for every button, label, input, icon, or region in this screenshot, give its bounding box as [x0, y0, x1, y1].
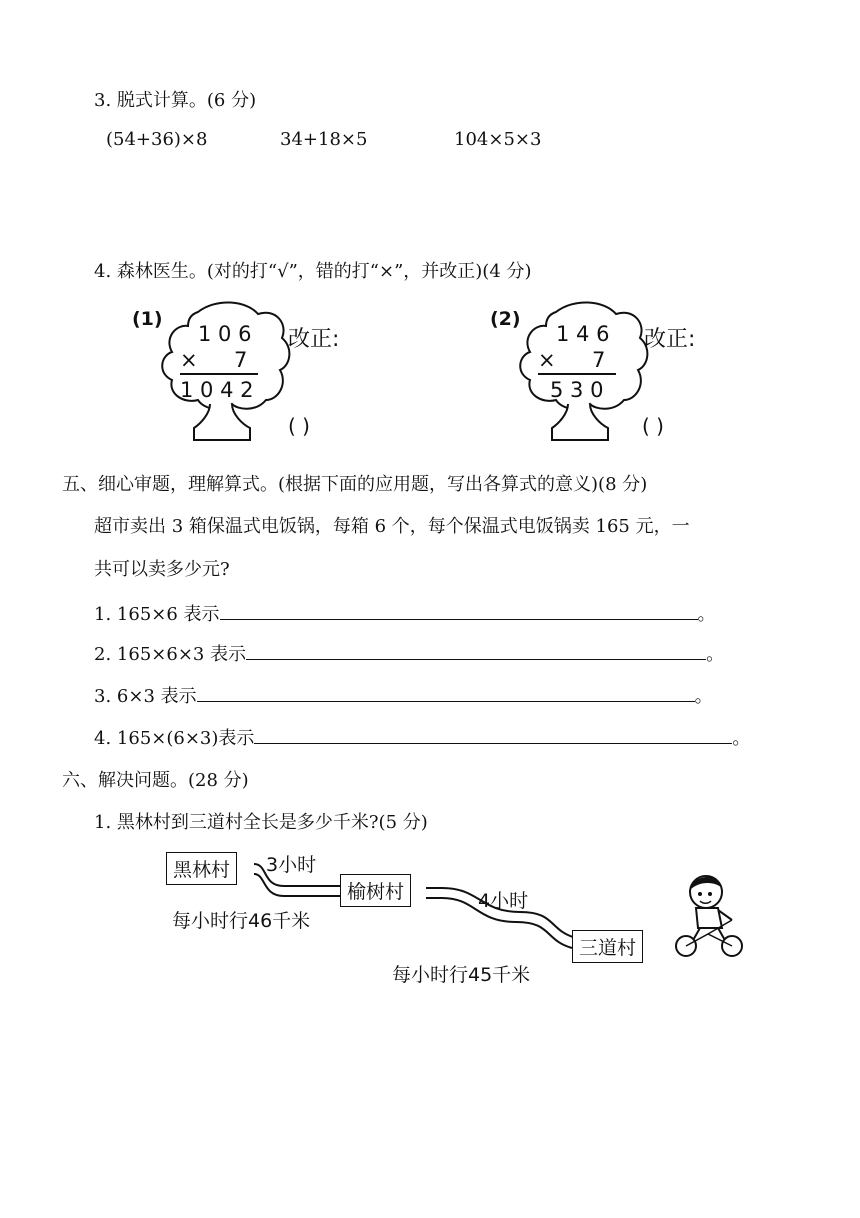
- answer-blank-4[interactable]: [254, 725, 732, 744]
- meaning-row-3: [94, 682, 713, 708]
- tree2-top-number: 1 4 6: [556, 322, 610, 346]
- time-label-2: 4小时: [478, 890, 529, 912]
- tree1-result: 1 0 4 2: [180, 378, 254, 402]
- route-map: [160, 846, 760, 996]
- tree2-result: 5 3 0: [550, 378, 604, 402]
- tree1-top-number: 1 0 6: [198, 322, 252, 346]
- tree2-answer-paren[interactable]: ( ): [642, 414, 664, 438]
- meaning-num: 1.: [94, 604, 112, 625]
- meaning-row-1: [94, 600, 716, 626]
- meaning-end: 。: [732, 728, 751, 749]
- q3-expr-2: 34+18×5: [280, 129, 368, 150]
- tree1-answer-paren[interactable]: ( ): [288, 414, 310, 438]
- tree1-fix-label: 改正:: [288, 327, 340, 352]
- cyclist-boy-icon: [670, 870, 750, 960]
- tree1-multiplier: 7: [234, 348, 248, 372]
- tree-problem-1: [128, 300, 368, 450]
- meaning-end: 。: [706, 644, 725, 665]
- section6-title: 六、解决问题。(28 分): [62, 770, 249, 791]
- meaning-end: 。: [697, 604, 716, 625]
- meaning-end: 。: [694, 686, 713, 707]
- meaning-expr: 6×3 表示: [116, 686, 197, 707]
- village-yushu-box: 榆树村: [340, 874, 411, 907]
- q3-expr-1: (54+36)×8: [106, 129, 208, 150]
- q3-title: 3. 脱式计算。(6 分): [94, 90, 257, 111]
- answer-blank-1[interactable]: [220, 601, 698, 620]
- section6-q1-title: 1. 黑林村到三道村全长是多少千米?(5 分): [94, 812, 428, 833]
- tree1-operator: ×: [180, 348, 198, 372]
- meaning-expr: 165×6×3 表示: [116, 644, 247, 665]
- meaning-num: 2.: [94, 644, 112, 665]
- meaning-expr: 165×(6×3)表示: [116, 728, 255, 749]
- q3-expr-3: 104×5×3: [454, 129, 542, 150]
- tree1-number: (1): [132, 308, 163, 330]
- meaning-expr: 165×6 表示: [116, 604, 220, 625]
- meaning-row-2: [94, 640, 724, 666]
- time-label-1: 3小时: [266, 854, 317, 876]
- meaning-num: 3.: [94, 686, 112, 707]
- speed-label-1: 每小时行46千米: [172, 910, 311, 932]
- village-heilin-box: 黑林村: [166, 852, 237, 885]
- q4-title: 4. 森林医生。(对的打“√”，错的打“×”，并改正)(4 分): [94, 261, 532, 282]
- section5-problem-line2: 共可以卖多少元?: [94, 559, 230, 580]
- tree-problem-2: [486, 300, 726, 450]
- tree2-operator: ×: [538, 348, 556, 372]
- village-sandao-box: 三道村: [572, 930, 643, 963]
- tree2-fix-label: 改正:: [644, 327, 696, 352]
- answer-blank-3[interactable]: [197, 683, 695, 702]
- section5-problem-line1: 超市卖出 3 箱保温式电饭锅，每箱 6 个，每个保温式电饭锅卖 165 元，一: [94, 516, 690, 537]
- tree2-multiplier: 7: [592, 348, 606, 372]
- section5-title: 五、细心审题，理解算式。(根据下面的应用题，写出各算式的意义)(8 分): [62, 474, 648, 495]
- meaning-row-4: [94, 724, 750, 750]
- answer-blank-2[interactable]: [246, 641, 706, 660]
- speed-label-2: 每小时行45千米: [392, 964, 531, 986]
- tree2-number: (2): [490, 308, 521, 330]
- meaning-num: 4.: [94, 728, 112, 749]
